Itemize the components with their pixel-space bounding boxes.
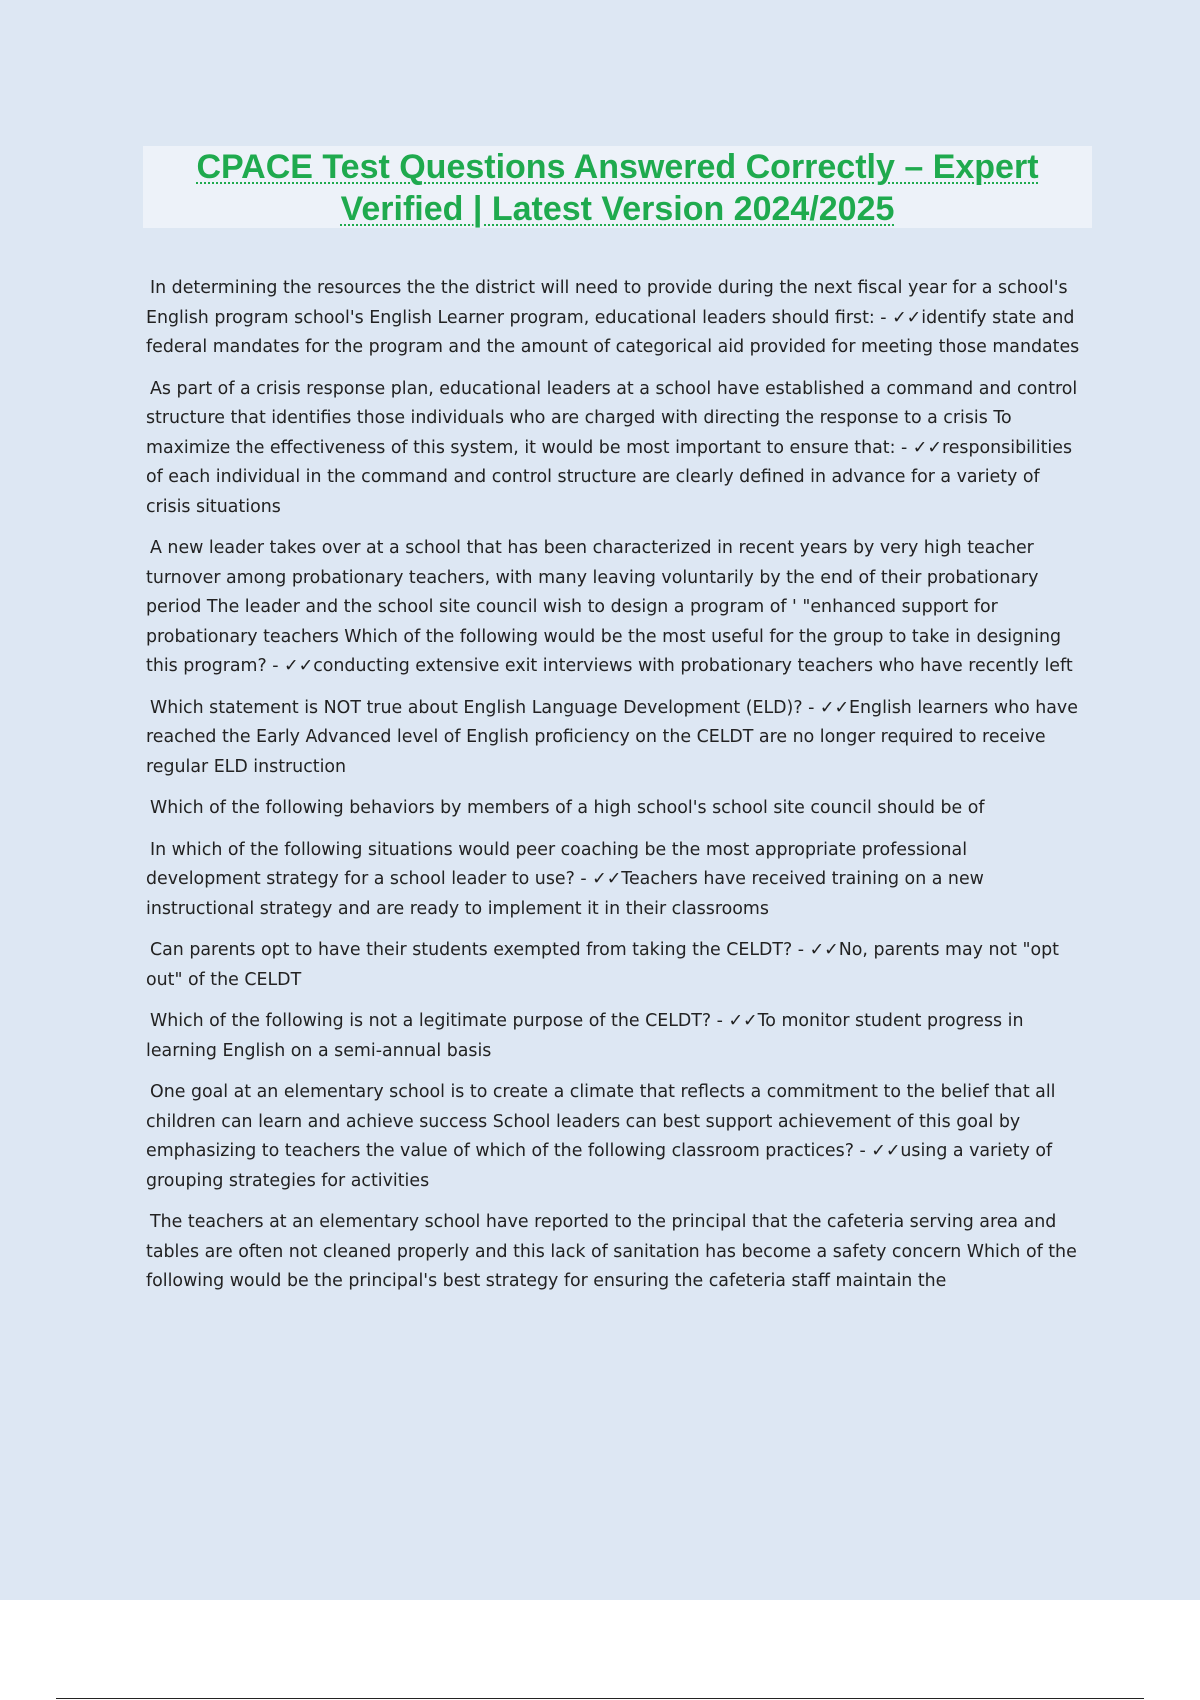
qa-entry: Which statement is NOT true about English Language Development (ELD)? - ✓✓English learners who have reached the Early Advanced level of English proficiency on the CELDT are no longer required to receive regular ELD instruction — [146, 697, 1078, 777]
qa-entry: In which of the following situations would peer coaching be the most appropriate professional development strategy for a school leader to use? - ✓✓Teachers have received training on a new instructional strategy and are ready to implement it in their classrooms — [146, 839, 984, 919]
qa-entry: Which of the following is not a legitimate purpose of the CELDT? - ✓✓To monitor student progress in learning English on a semi-annual basis — [146, 1011, 1024, 1061]
qa-entry: Which of the following behaviors by members of a high school's school site council should be of — [150, 798, 985, 818]
qa-entry: In determining the resources the the district will need to provide during the next fiscal year for a school's English program school's English Learner program, educational leaders should first: - ✓✓identify state and federal mandates for the program and the amount of categorical aid provided for meeting those mandates — [146, 278, 1080, 357]
title-banner — [143, 146, 1092, 228]
footer-divider — [56, 1698, 1144, 1699]
qa-entry: The teachers at an elementary school have reported to the principal that the cafeteria serving area and tables are often not cleaned properly and this lack of sanitation has become a safety concern Which of the following would be the principal's best strategy for ensuring the cafeteria staff maintain the — [146, 1212, 1077, 1291]
qa-entry: Can parents opt to have their students exempted from taking the CELDT? - ✓✓No, parents may not "opt out" of the CELDT — [146, 940, 1059, 990]
qa-entry: As part of a crisis response plan, educational leaders at a school have established a command and control structure that identifies those individuals who are charged with directing the response to a crisis To maximize the effectiveness of this system, it would be most important to ensure that: - ✓✓responsibilities of each individual in the command and control structure are clearly defined in advance for a variety of crisis situations — [146, 378, 1078, 517]
qa-list — [146, 274, 1086, 1309]
qa-entry: A new leader takes over at a school that has been characterized in recent years by very high teacher turnover among probationary teachers, with many leaving voluntarily by the end of their probationary period The leader and the school site council wish to design a program of ' "enhanced support for probationary teachers Which of the following would be the most useful for the group to take in designing this program? - ✓✓conducting extensive exit interviews with probationary teachers who have recently left — [146, 538, 1073, 676]
qa-entry: One goal at an elementary school is to create a climate that reflects a commitment to the belief that all children can learn and achieve success School leaders can best support achievement of this goal by emphasizing to teachers the value of which of the following classroom practices? - ✓✓using a variety of grouping strategies for activities — [146, 1082, 1056, 1191]
document-title: CPACE Test Questions Answered Correctly – Expert Verified | Latest Version 2024/2025 — [196, 148, 1039, 228]
